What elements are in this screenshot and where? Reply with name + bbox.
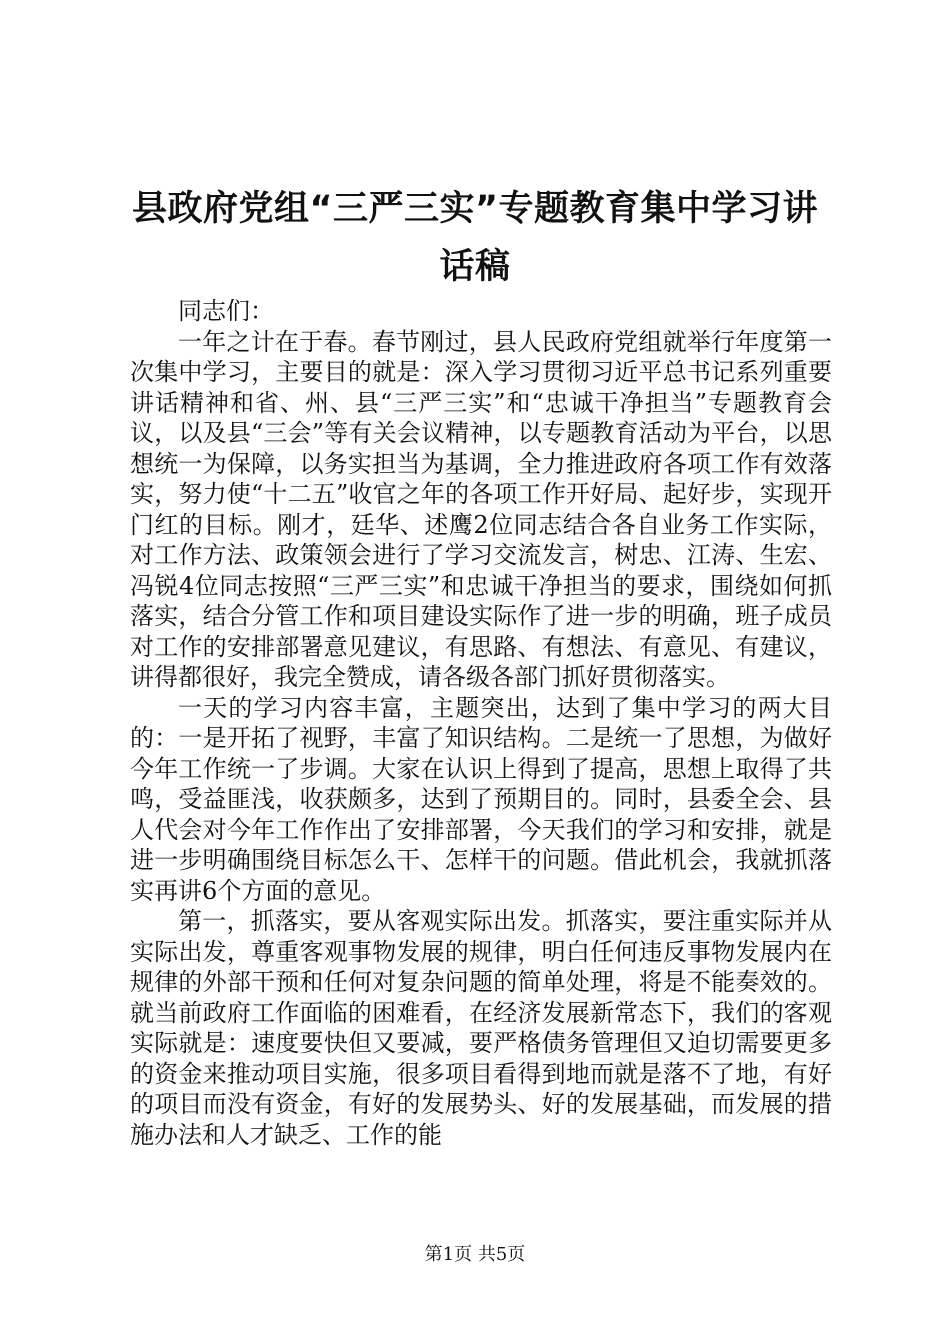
page-number-footer: 第1页 共5页 — [424, 1244, 526, 1265]
salutation: 同志们： — [178, 297, 274, 325]
document-body — [130, 296, 832, 1150]
paragraph-3: 第一，抓落实，要从客观实际出发。抓落实，要注重实际并从实际出发，尊重客观事物发展的规律，明白任何违反事物发展内在规律的外部干预和任何对复杂问题的简单处理，将是不能奏效的。就当前政府工作面临的困难看，在经济发展新常态下，我们的客观实际就是：速度要快但又要减，要严格债务管理但又迫切需要更多的资金来推动项目实施，很多项目看得到地而就是落不了地，有好的项目而没有资金，有好的发展势头、好的发展基础，而发展的措施办法和人才缺乏、工作的能 — [130, 907, 832, 1149]
paragraph-1: 一年之计在于春。春节刚过，县人民政府党组就举行年度第一次集中学习，主要目的就是：深入学习贯彻习近平总书记系列重要讲话精神和省、州、县“三严三实”和“忠诚干净担当”专题教育会议，以及县“三会”等有关会议精神，以专题教育活动为平台，以思想统一为保障，以务实担当为基调，全力推进政府各项工作有效落实，努力使“十二五”收官之年的各项工作开好局、起好步，实现开门红的目标。刚才，廷华、述鹰2位同志结合各自业务工作实际，对工作方法、政策领会进行了学习交流发言，树忠、江涛、生宏、冯锐4位同志按照“三严三实”和忠诚干净担当的要求，围绕如何抓落实，结合分管工作和项目建设实际作了进一步的明确，班子成员对工作的安排部署意见建议，有思路、有想法、有意见、有建议，讲得都很好，我完全赞成，请各级各部门抓好贯彻落实。 — [130, 327, 832, 691]
paragraph-2: 一天的学习内容丰富，主题突出，达到了集中学习的两大目的：一是开拓了视野，丰富了知识结构。二是统一了思想，为做好今年工作统一了步调。大家在认识上得到了提高，思想上取得了共鸣，受益匪浅，收获颇多，达到了预期目的。同时，县委全会、县人代会对今年工作作出了安排部署，今天我们的学习和安排，就是进一步明确围绕目标怎么干、怎样干的问题。借此机会，我就抓落实再讲6个方面的意见。 — [130, 693, 832, 905]
document-title: 县政府党组“三严三实”专题教育集中学习讲话稿 — [131, 189, 818, 287]
